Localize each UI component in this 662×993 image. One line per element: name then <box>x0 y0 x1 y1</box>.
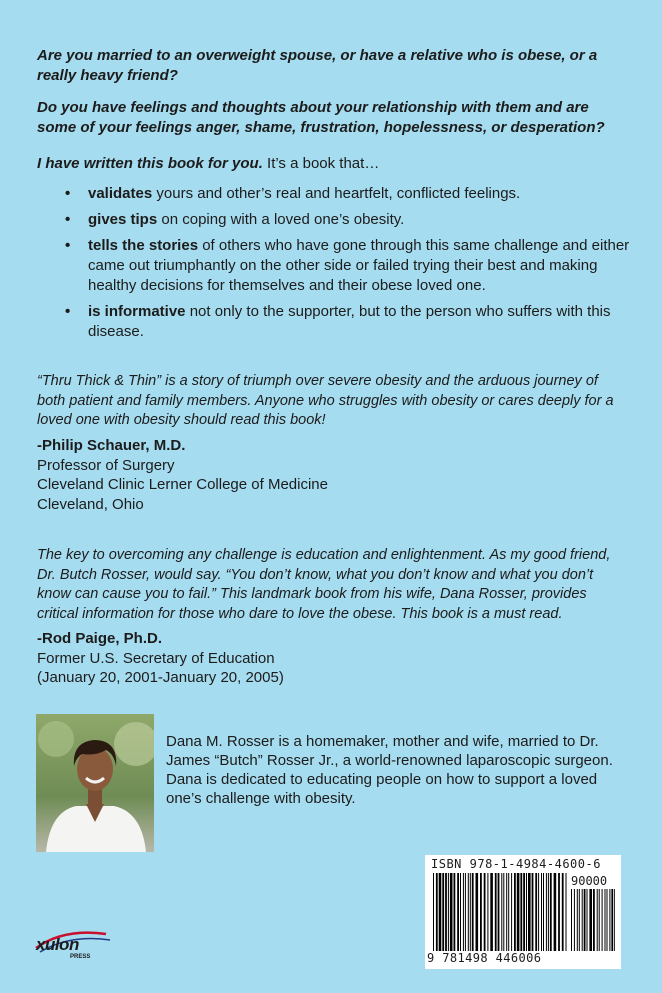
barcode-bar <box>457 873 459 951</box>
intro-line <box>37 154 632 174</box>
barcode-bar <box>541 873 542 951</box>
barcode-bar <box>501 873 502 951</box>
isbn-number: ISBN 978-1-4984-4600-6 <box>431 857 601 871</box>
barcode-bar <box>546 873 547 951</box>
endorser-term: (January 20, 2001-January 20, 2005) <box>37 669 284 686</box>
barcode-bar <box>528 873 531 951</box>
endorsement-attribution-1 <box>37 436 437 514</box>
intro-rest: It’s a book that… <box>262 155 380 172</box>
barcode-bar <box>558 873 560 951</box>
barcode-bars <box>433 873 567 951</box>
barcode-bar <box>543 873 544 951</box>
barcode-bar <box>571 889 572 951</box>
barcode-bar <box>599 889 600 951</box>
barcode-bar <box>554 873 557 951</box>
bullet-text: of others who have gone through this same challenge and either came out triumphantly on the other side or failed trying their best and making healthy decisions for themselves and their obese loved one. <box>88 237 630 294</box>
barcode-bar <box>574 889 575 951</box>
barcode-bar <box>548 873 549 951</box>
barcode-bar <box>490 873 493 951</box>
bullet-icon: • <box>65 303 71 320</box>
barcode-bar <box>587 889 588 951</box>
list-item <box>65 210 633 230</box>
barcode-bar <box>589 889 592 951</box>
barcode-bar <box>607 889 608 951</box>
endorser-title: Professor of Surgery <box>37 456 175 474</box>
list-item <box>65 302 633 342</box>
barcode-bar <box>514 873 516 951</box>
endorser-affiliation: Cleveland Clinic Lerner College of Medicine <box>37 476 328 493</box>
barcode-bar <box>454 873 456 951</box>
barcode-bar <box>450 873 453 951</box>
list-item <box>65 184 633 204</box>
barcode-bar <box>448 873 449 951</box>
barcode-bar <box>503 873 504 951</box>
barcode-bar <box>605 889 606 951</box>
barcode-bar <box>439 873 442 951</box>
bullet-icon: • <box>65 237 71 254</box>
barcode-bar <box>511 873 512 951</box>
barcode-bar <box>506 873 507 951</box>
barcode-bar <box>468 873 469 951</box>
barcode-bar <box>495 873 497 951</box>
barcode-bar <box>579 889 580 951</box>
bullet-bold: is informative <box>88 303 186 320</box>
endorsement-quote-2: The key to overcoming any challenge is education and enlightenment. As my good friend, Dr. Butch Rosser, would say. “You don’t know, what you don’t know and what you don’t know can cause you to fail.” This landmark book from his wife, Dana Rosser, provides critical information for those who dare to love the obese. This book is a must read. <box>37 547 611 622</box>
barcode-bar <box>597 889 598 951</box>
endorser-title: Former U.S. Secretary of Education <box>37 649 275 667</box>
barcode-bar <box>508 873 509 951</box>
barcode-bar <box>465 873 466 951</box>
bullet-bold: gives tips <box>88 211 158 228</box>
ean-number: 9 781498 446006 <box>427 951 542 965</box>
barcode-bar <box>562 873 564 951</box>
bullet-bold: tells the stories <box>88 237 199 254</box>
barcode-bar <box>532 873 534 951</box>
publisher-sub: PRESS <box>70 954 91 960</box>
barcode-bar <box>614 889 615 951</box>
barcode-bar <box>593 889 595 951</box>
barcode-bar <box>602 889 603 951</box>
barcode-bar <box>498 873 500 951</box>
barcode-bar <box>463 873 464 951</box>
barcode-bar <box>487 873 488 951</box>
question-1: Are you married to an overweight spouse, or have a relative who is obese, or a really heavy friend? <box>37 47 598 84</box>
barcode-bar <box>480 873 482 951</box>
barcode-bar <box>526 873 527 951</box>
author-bio: Dana M. Rosser is a homemaker, mother and wife, married to Dr. James “Butch” Rosser Jr., a world-renowned laparoscopic surgeon. Dana is dedicated to educating people on how to support a loved one’s challenge with obesity. <box>166 733 613 807</box>
bullet-text: not only to the supporter, but to the person who suffers with this disease. <box>88 303 611 340</box>
endorser-name: -Rod Paige, Ph.D. <box>37 630 163 647</box>
barcode-bar <box>433 873 434 951</box>
publisher-name: xulon <box>36 935 79 954</box>
endorsement-attribution-2 <box>37 629 437 688</box>
barcode-bar <box>584 889 586 951</box>
author-photo <box>36 714 154 852</box>
barcode-bar <box>472 873 474 951</box>
isbn-barcode <box>425 855 621 969</box>
price-code: 90000 <box>571 874 608 888</box>
bullet-text: yours and other’s real and heartfelt, conflicted feelings. <box>152 185 521 202</box>
feature-list <box>65 184 633 348</box>
barcode-bar <box>445 873 447 951</box>
barcode-bar <box>442 873 444 951</box>
list-item <box>65 236 633 296</box>
bullet-bold: validates <box>88 185 153 202</box>
barcode-bar <box>476 873 479 951</box>
barcode-bar <box>609 889 610 951</box>
barcode-bar <box>523 873 525 951</box>
barcode-bar <box>550 873 552 951</box>
endorser-location: Cleveland, Ohio <box>37 495 144 513</box>
publisher-logo <box>34 926 114 966</box>
addon-barcode-bars <box>571 889 615 951</box>
bullet-icon: • <box>65 185 71 202</box>
bullet-icon: • <box>65 211 71 228</box>
bullet-text: on coping with a loved one’s obesity. <box>157 211 405 228</box>
barcode-bar <box>520 873 522 951</box>
barcode-bar <box>611 889 613 951</box>
intro-bold: I have written this book for you. <box>37 155 263 172</box>
barcode-bar <box>582 889 583 951</box>
barcode-bar <box>577 889 578 951</box>
barcode-bar <box>538 873 539 951</box>
question-2: Do you have feelings and thoughts about your relationship with them and are some of your feelings anger, shame, frustration, hopelessness, or desperation? <box>37 99 605 136</box>
endorser-name: -Philip Schauer, M.D. <box>37 437 186 454</box>
barcode-bar <box>460 873 461 951</box>
barcode-bar <box>517 873 520 951</box>
endorsement-quote-1: “Thru Thick & Thin” is a story of triumph over severe obesity and the arduous journey of both patient and family members. Anyone who struggles with obesity or cares deeply for a loved one with obesity should read this book! <box>37 373 614 428</box>
barcode-bar <box>436 873 438 951</box>
barcode-bar <box>484 873 486 951</box>
barcode-bar <box>566 873 567 951</box>
barcode-bar <box>535 873 537 951</box>
barcode-bar <box>470 873 471 951</box>
